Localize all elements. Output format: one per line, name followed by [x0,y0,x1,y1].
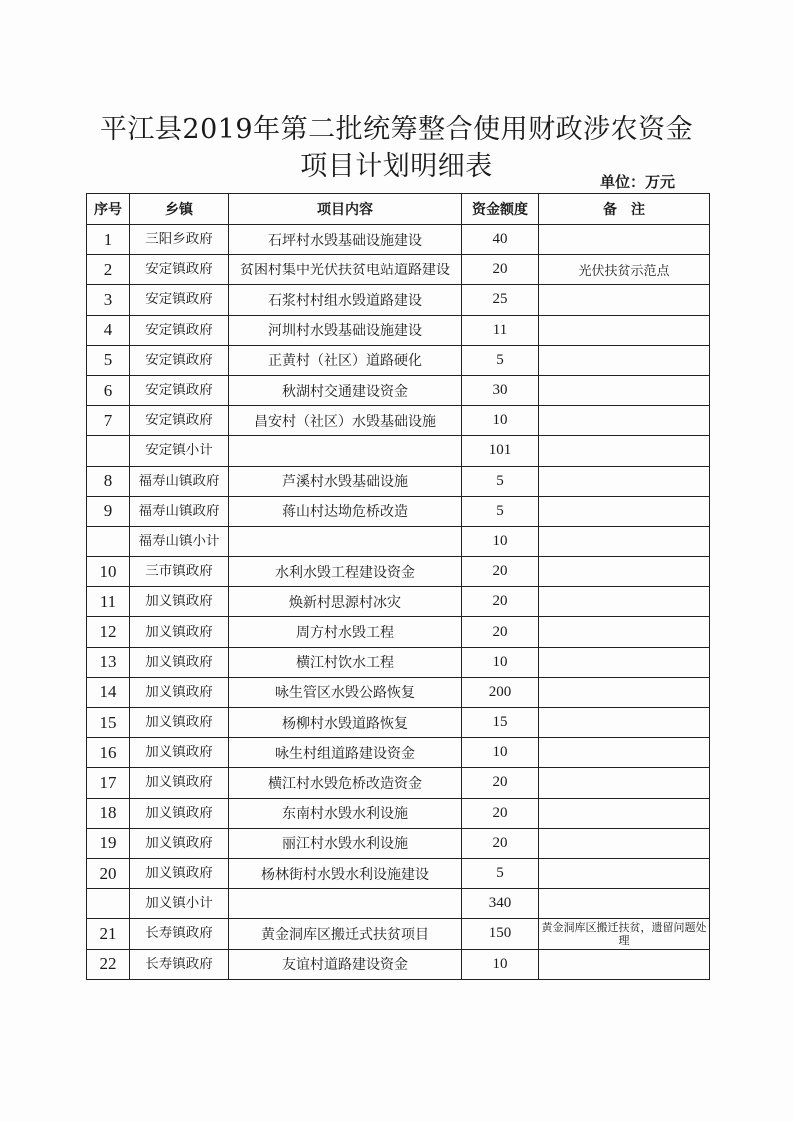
row-amount: 5 [496,472,504,489]
row-content: 友谊村道路建设资金 [282,957,408,974]
row-amount: 101 [488,442,512,459]
row-content-cell [229,798,462,828]
row-content-cell [229,315,462,345]
row-town: 长寿镇政府 [145,926,213,942]
row-amount-cell [462,406,539,436]
row-amount-cell [462,768,539,798]
document-title-line1: 平江县2019年第二批统筹整合使用财政涉农资金 [99,114,694,145]
row-town-cell [130,557,229,587]
row-note-cell [539,858,710,888]
row-town: 安定镇政府 [145,262,213,278]
row-content-cell [229,375,462,405]
header-note: 备 注 [539,194,710,225]
row-seq: 11 [99,591,117,611]
table-row [87,919,710,949]
header-amount: 资金额度 [462,194,539,225]
row-content: 黄金洞库区搬迁式扶贫项目 [261,926,429,943]
row-content: 秋湖村交通建设资金 [282,383,408,400]
row-town-cell [130,255,229,285]
row-amount-cell [462,375,539,405]
row-seq: 13 [99,652,117,672]
table-row [87,768,710,798]
row-town: 加义镇政府 [145,835,213,851]
row-seq-cell [87,858,130,888]
row-content-cell [229,225,462,255]
document-title-line2: 项目计划明细表 [300,151,493,182]
row-seq-cell [87,738,130,768]
row-amount-cell [462,557,539,587]
table-row [87,496,710,526]
row-note-cell [539,466,710,496]
row-amount: 340 [488,895,512,912]
row-town: 安定镇政府 [145,322,213,338]
row-note: 黄金洞库区搬迁扶贫，遗留问题处理 [541,920,707,947]
row-town: 加义镇政府 [145,594,213,610]
row-town: 福寿山镇小计 [138,534,220,549]
row-seq-cell [87,315,130,345]
row-town-cell [130,617,229,647]
row-note-cell [539,768,710,798]
header-town: 乡镇 [130,194,229,225]
row-amount-cell [462,708,539,738]
row-note-cell [539,738,710,768]
header-content: 项目内容 [229,194,462,225]
row-note-cell [539,375,710,405]
row-seq: 14 [99,682,117,702]
table-row [87,677,710,707]
row-amount-cell [462,647,539,677]
row-town-cell [130,949,229,979]
row-note-cell [539,889,710,919]
row-content-cell [229,677,462,707]
row-amount-cell [462,587,539,617]
row-town-cell [130,828,229,858]
table-row [87,466,710,496]
row-seq: 7 [103,410,113,430]
row-seq: 6 [103,380,113,400]
row-content: 咏生管区水毁公路恢复 [275,685,415,702]
row-content: 正黄村（社区）道路硬化 [268,353,422,370]
row-town-cell [130,647,229,677]
row-town-cell [130,768,229,798]
row-content-cell [229,466,462,496]
row-seq-cell [87,436,130,466]
row-amount: 30 [492,382,508,399]
row-content: 蒋山村达坳危桥改造 [282,504,408,521]
row-note-cell [539,315,710,345]
row-amount: 200 [488,683,512,700]
row-amount: 5 [496,351,504,368]
row-note-cell [539,406,710,436]
row-note: 光伏扶贫示范点 [578,264,670,280]
row-amount: 20 [492,261,508,278]
row-content-cell [229,889,462,919]
row-content-cell [229,768,462,798]
row-content-cell [229,828,462,858]
row-amount-cell [462,436,539,466]
row-content: 横江村水毁危桥改造资金 [268,775,422,792]
row-town: 加义镇政府 [145,684,213,700]
row-seq-cell [87,647,130,677]
row-town: 三市镇政府 [145,564,213,580]
table-row [87,315,710,345]
row-note-cell [539,526,710,556]
row-content: 东南村水毁水利设施 [282,806,408,823]
table-row [87,738,710,768]
table-body [87,225,710,980]
row-town: 加义镇政府 [145,745,213,761]
row-amount: 10 [492,744,508,761]
row-seq-cell [87,255,130,285]
row-amount: 20 [492,593,508,610]
row-content: 咏生村组道路建设资金 [275,745,415,762]
row-town: 加义镇小计 [145,896,213,912]
row-note-cell [539,496,710,526]
row-seq: 20 [99,863,117,883]
row-content: 杨林街村水毁水利设施建设 [261,866,429,883]
table-row [87,828,710,858]
row-amount-cell [462,345,539,375]
row-amount-cell [462,738,539,768]
row-content: 芦溪村水毁基础设施 [282,474,408,491]
table-row [87,225,710,255]
row-content-cell [229,587,462,617]
row-seq: 17 [99,772,117,792]
row-content: 昌安村（社区）水毁基础设施 [254,413,436,430]
row-amount-cell [462,677,539,707]
row-amount-cell [462,496,539,526]
row-note-cell [539,436,710,466]
row-seq-cell [87,708,130,738]
row-town-cell [130,738,229,768]
row-content-cell [229,345,462,375]
row-amount-cell [462,225,539,255]
row-amount-cell [462,255,539,285]
row-content-cell [229,496,462,526]
row-amount: 20 [492,563,508,580]
table-row [87,375,710,405]
row-amount: 10 [492,412,508,429]
row-town: 安定镇政府 [145,352,213,368]
row-town-cell [130,587,229,617]
table-row [87,949,710,979]
row-seq-cell [87,285,130,315]
table-row [87,798,710,828]
row-content-cell [229,708,462,738]
row-note-cell [539,949,710,979]
row-note-cell [539,647,710,677]
row-content-cell [229,919,462,949]
header-seq: 序号 [87,194,130,225]
row-seq: 15 [99,712,117,732]
row-content-cell [229,255,462,285]
row-seq-cell [87,828,130,858]
row-town: 加义镇政府 [145,715,213,731]
row-town-cell [130,315,229,345]
row-seq-cell [87,375,130,405]
row-note-cell [539,587,710,617]
row-town-cell [130,436,229,466]
row-content: 横江村饮水工程 [296,655,394,672]
table-header-row [87,194,710,225]
row-seq-cell [87,406,130,436]
row-town-cell [130,708,229,738]
row-town-cell [130,466,229,496]
row-town-cell [130,858,229,888]
row-seq: 18 [99,803,117,823]
row-amount: 150 [488,925,512,942]
project-table [86,193,710,980]
table-row [87,406,710,436]
row-town: 安定镇政府 [145,292,213,308]
row-amount-cell [462,919,539,949]
row-seq-cell [87,587,130,617]
table-row [87,858,710,888]
row-content: 石坪村水毁基础设施建设 [268,232,422,249]
row-seq: 4 [103,320,113,340]
row-town: 三阳乡政府 [145,232,213,248]
row-amount: 11 [492,321,508,338]
row-content: 焕新村思源村冰灾 [289,594,401,611]
row-amount: 10 [492,653,508,670]
row-town: 加义镇政府 [145,775,213,791]
row-seq-cell [87,889,130,919]
row-seq-cell [87,466,130,496]
row-amount-cell [462,798,539,828]
table-row [87,526,710,556]
row-town-cell [130,798,229,828]
row-amount-cell [462,315,539,345]
row-town-cell [130,375,229,405]
row-content: 河圳村水毁基础设施建设 [268,323,422,340]
row-seq: 9 [103,501,113,521]
row-seq-cell [87,677,130,707]
row-amount: 25 [492,291,508,308]
row-town: 加义镇政府 [145,654,213,670]
row-note-cell [539,345,710,375]
table-row [87,587,710,617]
row-town-cell [130,677,229,707]
row-town: 福寿山镇政府 [138,474,220,489]
row-amount-cell [462,889,539,919]
table-row [87,647,710,677]
row-town-cell [130,285,229,315]
row-note-cell [539,255,710,285]
row-amount: 20 [492,834,508,851]
row-town: 福寿山镇政府 [138,504,220,519]
row-note-cell [539,798,710,828]
row-seq: 3 [103,289,113,309]
row-content-cell [229,285,462,315]
row-seq-cell [87,557,130,587]
row-note-cell [539,828,710,858]
row-seq-cell [87,768,130,798]
row-seq: 12 [99,622,117,642]
row-amount: 5 [496,865,504,882]
row-seq-cell [87,496,130,526]
row-town: 安定镇政府 [145,413,213,429]
row-seq-cell [87,526,130,556]
row-town: 长寿镇政府 [145,956,213,972]
row-seq: 21 [99,923,117,943]
table-row [87,557,710,587]
row-note-cell [539,919,710,949]
row-amount: 5 [496,502,504,519]
row-content: 周方村水毁工程 [296,625,394,642]
table-row [87,708,710,738]
row-seq-cell [87,949,130,979]
row-amount: 20 [492,774,508,791]
row-amount: 15 [492,714,508,731]
row-content: 水利水毁工程建设资金 [275,564,415,581]
row-town-cell [130,526,229,556]
row-note-cell [539,225,710,255]
row-seq-cell [87,919,130,949]
row-amount: 20 [492,804,508,821]
row-seq: 19 [99,833,117,853]
row-note-cell [539,677,710,707]
row-content-cell [229,436,462,466]
row-content: 丽江村水毁水利设施 [282,836,408,853]
row-town: 加义镇政府 [145,866,213,882]
row-town-cell [130,889,229,919]
row-seq-cell [87,345,130,375]
row-note-cell [539,557,710,587]
row-town-cell [130,496,229,526]
row-amount: 20 [492,623,508,640]
row-amount-cell [462,949,539,979]
row-content: 贫困村集中光伏扶贫电站道路建设 [240,262,450,277]
row-town: 安定镇小计 [145,443,213,459]
row-seq-cell [87,225,130,255]
row-town-cell [130,406,229,436]
row-seq: 5 [103,350,113,370]
row-town-cell [130,345,229,375]
row-amount: 40 [492,231,508,248]
row-town: 安定镇政府 [145,383,213,399]
row-amount-cell [462,828,539,858]
row-seq: 10 [99,561,117,581]
row-content: 杨柳村水毁道路恢复 [282,715,408,732]
row-seq: 16 [99,742,117,762]
row-amount-cell [462,466,539,496]
row-amount-cell [462,285,539,315]
table-row [87,889,710,919]
row-content-cell [229,406,462,436]
row-content-cell [229,949,462,979]
row-content-cell [229,738,462,768]
row-amount-cell [462,617,539,647]
row-amount: 10 [492,532,508,549]
row-town: 加义镇政府 [145,805,213,821]
row-seq: 2 [103,259,113,279]
unit-label: 单位：万元 [600,173,676,191]
row-content-cell [229,617,462,647]
row-town-cell [130,919,229,949]
row-seq-cell [87,798,130,828]
table-row [87,617,710,647]
row-town: 加义镇政府 [145,624,213,640]
row-note-cell [539,708,710,738]
table-row [87,345,710,375]
table-row [87,436,710,466]
row-note-cell [539,285,710,315]
row-content-cell [229,557,462,587]
row-amount-cell [462,526,539,556]
table-row [87,285,710,315]
row-seq: 8 [103,471,113,491]
row-content: 石浆村村组水毁道路建设 [268,292,422,309]
row-seq: 1 [103,229,113,249]
row-note-cell [539,617,710,647]
row-town-cell [130,225,229,255]
row-content-cell [229,526,462,556]
table-row [87,255,710,285]
row-content-cell [229,858,462,888]
row-content-cell [229,647,462,677]
row-seq: 22 [99,954,117,974]
row-amount: 10 [492,955,508,972]
row-seq-cell [87,617,130,647]
row-amount-cell [462,858,539,888]
